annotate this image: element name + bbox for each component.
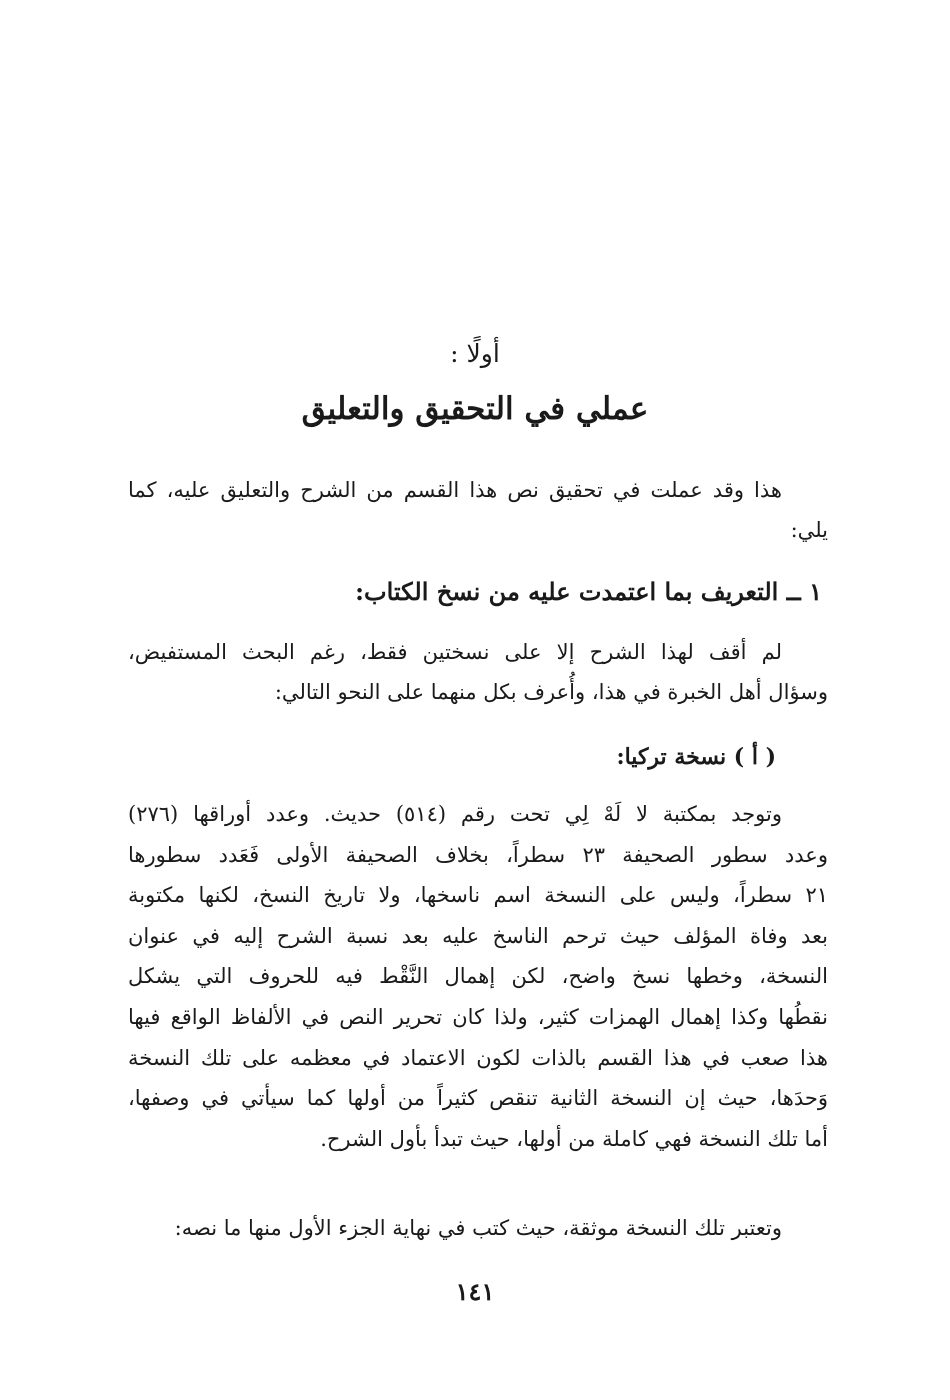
paragraph-line: بعد وفاة المؤلف حيث ترحم الناسخ عليه بعد نسبة الشرح إليه في عنوان bbox=[128, 923, 828, 948]
paragraph-line: هذا وقد عملت في تحقيق نص هذا القسم من الشرح والتعليق عليه، كما bbox=[128, 478, 782, 502]
intro-paragraph bbox=[128, 470, 828, 550]
paragraph-line: النسخة، وخطها نسخ واضح، لكن إهمال النَّقْط فيه للحروف التي يشكل bbox=[128, 964, 828, 989]
paragraph-line: وعدد سطور الصحيفة ٢٣ سطراً، بخلاف الصحيفة الأولى فَعَدد سطورها bbox=[128, 842, 828, 867]
paragraph-line: هذا صعب في هذا القسم بالذات لكون الاعتماد في معظمه على تلك النسخة bbox=[128, 1045, 828, 1070]
paragraph-line: وَحدَها، حيث إن النسخة الثانية تنقص كثيراً من أولها كما سيأتي في وصفها، bbox=[128, 1086, 828, 1111]
item-paragraph bbox=[128, 632, 828, 712]
paragraph-line: وسؤال أهل الخبرة في هذا، وأُعرف بكل منهما على النحو التالي: bbox=[274, 680, 828, 704]
paragraph-line: يلي: bbox=[790, 518, 828, 542]
section-title: عملي في التحقيق والتعليق bbox=[301, 391, 649, 427]
paragraph-line: أما تلك النسخة فهي كاملة من أولها، حيث تبدأ بأول الشرح. bbox=[320, 1126, 828, 1151]
page-number: ١٤١ bbox=[455, 1277, 495, 1306]
paragraph-line: ٢١ سطراً، وليس على النسخة اسم ناسخها، ولا تاريخ النسخ، لكنها مكتوبة bbox=[128, 883, 828, 908]
section-label: أولًا : bbox=[450, 339, 500, 368]
paragraph-line: وتعتبر تلك النسخة موثقة، حيث كتب في نهاية الجزء الأول منها ما نصه: bbox=[174, 1216, 782, 1240]
item-heading: ١ ــ التعريف بما اعتمدت عليه من نسخ الكتاب: bbox=[355, 577, 822, 606]
subsection-heading: ( أ ) نسخة تركيا: bbox=[616, 744, 776, 770]
closing-paragraph bbox=[128, 1208, 828, 1248]
subsection-paragraph bbox=[128, 794, 828, 1159]
paragraph-line: نقطُها وكذا إهمال الهمزات كثير، ولذا كان تحرير النص في الألفاظ الواقع فيها bbox=[128, 1004, 828, 1029]
paragraph-line: وتوجد بمكتبة لا لَهْ لِي تحت رقم (٥١٤) حديث. وعدد أوراقها (٢٧٦) bbox=[128, 802, 782, 826]
paragraph-line: لم أقف لهذا الشرح إلا على نسختين فقط، رغم البحث المستفيض، bbox=[128, 640, 782, 664]
